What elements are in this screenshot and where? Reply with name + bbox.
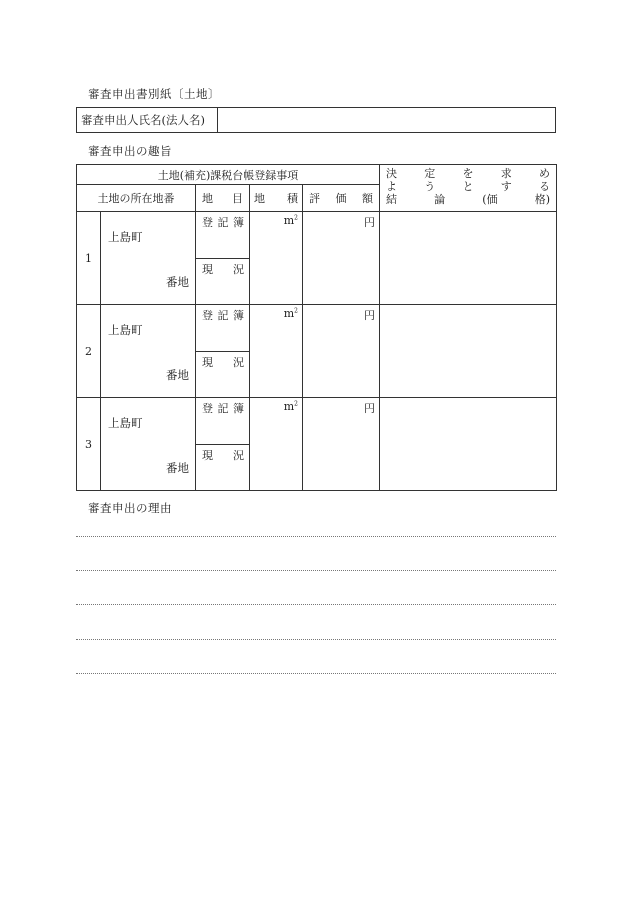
category-registry-cell[interactable]: 登 記 簿 [196, 212, 250, 259]
col-value-header: 評 価 額 [303, 185, 380, 212]
town-name: 上島町 [108, 416, 143, 430]
ledger-header: 土地(補充)課税台帳登録事項 [77, 165, 380, 185]
col-category-header: 地 目 [196, 185, 250, 212]
location-cell[interactable] [101, 398, 196, 491]
decision-cell[interactable] [380, 212, 557, 305]
decision-header: 決 定 を 求 め よ う と す る 結 論 (価 格) [380, 165, 557, 212]
land-ledger-table [76, 164, 557, 491]
area-cell[interactable]: $m^2$ [250, 398, 303, 491]
row-number: 2 [77, 305, 101, 398]
applicant-name-box [76, 107, 556, 133]
applicant-name-field[interactable] [218, 108, 555, 132]
reason-line[interactable] [76, 639, 556, 640]
location-cell[interactable] [101, 305, 196, 398]
col-location-header: 土地の所在地番 [77, 185, 196, 212]
town-name: 上島町 [108, 323, 143, 337]
row-number: 3 [77, 398, 101, 491]
category-current-cell[interactable]: 現 況 [196, 444, 250, 491]
banchi-label: 番地 [166, 368, 189, 382]
row-number: 1 [77, 212, 101, 305]
form-title: 審査申出書別紙〔土地〕 [88, 87, 220, 101]
purpose-heading: 審査申出の趣旨 [88, 144, 172, 158]
town-name: 上島町 [108, 230, 143, 244]
area-cell[interactable]: $m^2$ [250, 305, 303, 398]
banchi-label: 番地 [166, 461, 189, 475]
category-registry-cell[interactable]: 登 記 簿 [196, 398, 250, 445]
banchi-label: 番地 [166, 275, 189, 289]
decision-cell[interactable] [380, 305, 557, 398]
col-area-header: 地 積 [250, 185, 303, 212]
reason-heading: 審査申出の理由 [88, 501, 172, 515]
value-cell[interactable]: 円 [303, 212, 380, 305]
applicant-name-label: 審査申出人氏名(法人名) [77, 108, 218, 132]
value-cell[interactable]: 円 [303, 305, 380, 398]
location-cell[interactable] [101, 212, 196, 305]
category-current-cell[interactable]: 現 況 [196, 258, 250, 305]
category-registry-cell[interactable]: 登 記 簿 [196, 305, 250, 352]
reason-line[interactable] [76, 570, 556, 571]
value-cell[interactable]: 円 [303, 398, 380, 491]
reason-line[interactable] [76, 604, 556, 605]
decision-cell[interactable] [380, 398, 557, 491]
area-cell[interactable]: $m^2$ [250, 212, 303, 305]
reason-line[interactable] [76, 673, 556, 674]
category-current-cell[interactable]: 現 況 [196, 351, 250, 398]
reason-line[interactable] [76, 536, 556, 537]
